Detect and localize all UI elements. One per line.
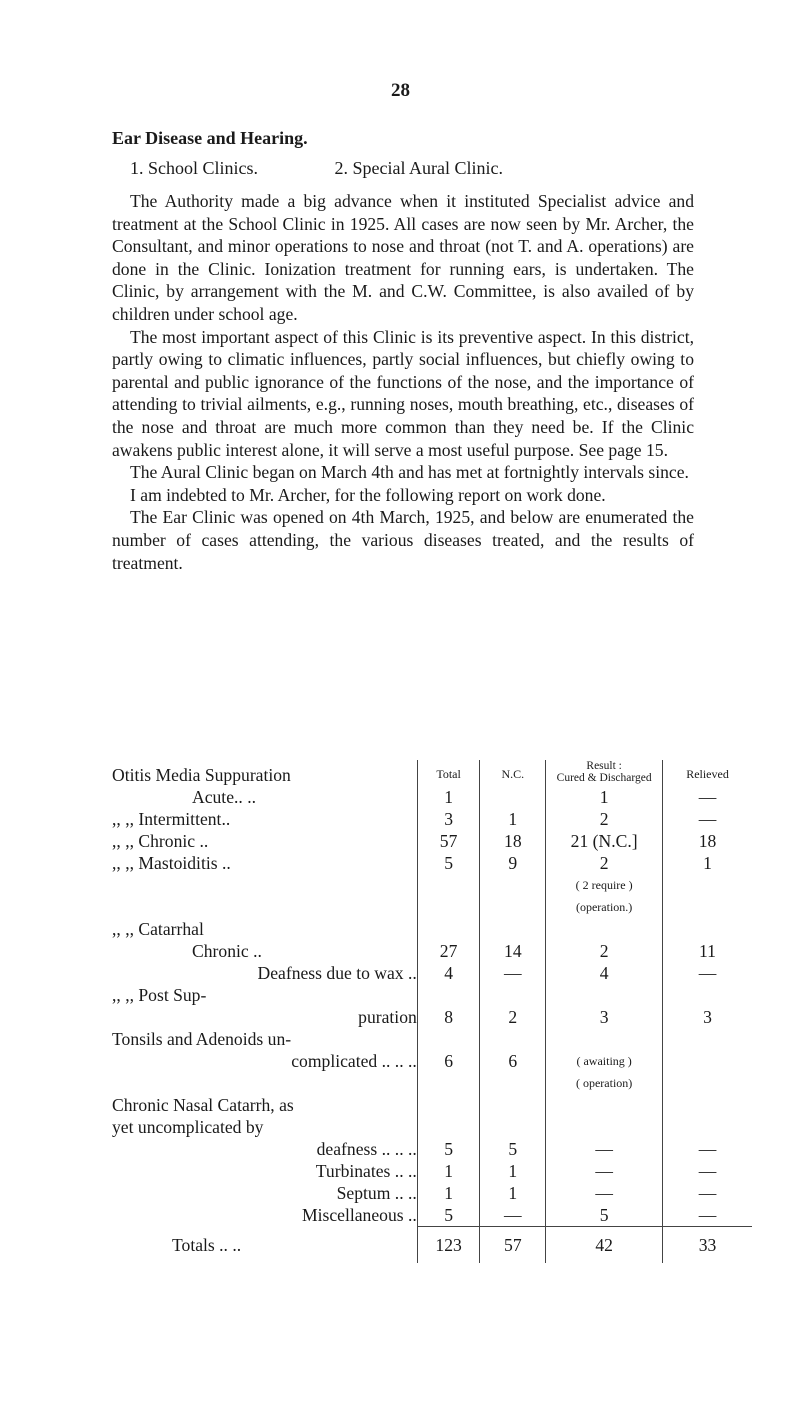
cell-nc: 1 xyxy=(480,808,546,830)
cell-nc xyxy=(480,918,546,940)
table-row xyxy=(112,1006,752,1028)
cell-label: Deafness due to wax .. xyxy=(257,963,417,983)
cell-nc: 1 xyxy=(480,1182,546,1204)
table-row xyxy=(112,1050,752,1072)
cell-relieved: 3 xyxy=(663,1006,752,1028)
table-row xyxy=(112,786,752,808)
cell-nc: — xyxy=(480,962,546,984)
header-result-line1: Result : xyxy=(586,760,622,772)
cell-relieved xyxy=(663,896,752,918)
cell-cured: 21 (N.C.] xyxy=(546,830,663,852)
cell-nc: 2 xyxy=(480,1006,546,1028)
cell-cured: — xyxy=(546,1182,663,1204)
cell-nc: 18 xyxy=(480,830,546,852)
cell-label: complicated .. .. .. xyxy=(291,1051,417,1071)
totals-nc: 57 xyxy=(480,1227,546,1264)
cell-cured: 1 xyxy=(546,786,663,808)
cell-nc xyxy=(480,1072,546,1094)
cell-label: Tonsils and Adenoids un- xyxy=(112,1029,292,1049)
section-subitems xyxy=(130,158,650,179)
totals-relieved: 33 xyxy=(663,1227,752,1264)
cell-label xyxy=(112,874,417,896)
cell-relieved xyxy=(663,1050,752,1072)
cell-label: deafness .. .. .. xyxy=(316,1139,417,1159)
table-row xyxy=(112,918,752,940)
cell-total: 5 xyxy=(417,1204,480,1227)
paragraph: The most important aspect of this Clinic is its preventive aspect. In this district, partly owing to climatic influences, partly social influences, but chiefly owing to parental and public ignorance of the functions of the nose, and the importance of attending to trivial ailments, e.g., running noses, mouth breathing, etc., diseases of the nose and throat are much more common than they need be. If the Clinic awakens public interest alone, it will serve a most useful purpose. See page 15. xyxy=(112,326,694,460)
subitem-school-clinics: 1. School Clinics. xyxy=(130,158,259,178)
cell-relieved xyxy=(663,1072,752,1094)
cell-total xyxy=(417,1116,480,1138)
table-header-row xyxy=(112,760,752,786)
table-row xyxy=(112,1116,752,1138)
header-nc: N.C. xyxy=(480,760,546,786)
table-row xyxy=(112,1138,752,1160)
cell-label: Chronic .. xyxy=(192,941,262,961)
cell-total: 8 xyxy=(417,1006,480,1028)
header-label: Otitis Media Suppuration xyxy=(112,765,291,785)
table-row xyxy=(112,830,752,852)
cell-label xyxy=(112,896,417,918)
table-row xyxy=(112,1160,752,1182)
cell-cured: — xyxy=(546,1160,663,1182)
cell-total: 5 xyxy=(417,1138,480,1160)
table-row xyxy=(112,874,752,896)
cell-relieved: — xyxy=(663,962,752,984)
cell-cured: ( operation) xyxy=(546,1072,663,1094)
cell-nc: 1 xyxy=(480,1160,546,1182)
cell-label: ,, ,, Chronic .. xyxy=(112,831,209,851)
subitem-aural-clinic: 2. Special Aural Clinic. xyxy=(334,158,503,178)
totals-cured: 42 xyxy=(546,1227,663,1264)
cell-total xyxy=(417,984,480,1006)
cell-relieved: 11 xyxy=(663,940,752,962)
paragraph: The Aural Clinic began on March 4th and has met at fortnightly intervals since. xyxy=(130,462,689,483)
cell-label: ,, ,, Post Sup- xyxy=(112,985,207,1005)
cell-total xyxy=(417,918,480,940)
cell-total: 3 xyxy=(417,808,480,830)
cell-relieved: — xyxy=(663,1182,752,1204)
cell-nc xyxy=(480,1028,546,1050)
cell-label: puration xyxy=(358,1007,417,1027)
cell-nc xyxy=(480,874,546,896)
cell-total xyxy=(417,1094,480,1116)
cell-total: 6 xyxy=(417,1050,480,1072)
cell-total xyxy=(417,874,480,896)
cell-total xyxy=(417,1028,480,1050)
cell-total: 1 xyxy=(417,1160,480,1182)
paragraph: The Ear Clinic was opened on 4th March, 1925, and below are enumerated the number of cases attending, the various diseases treated, and the results of treatment. xyxy=(112,507,694,573)
cell-label: Turbinates .. .. xyxy=(315,1161,417,1181)
table-row xyxy=(112,984,752,1006)
cell-relieved: — xyxy=(663,1204,752,1227)
cell-label: Miscellaneous .. xyxy=(301,1205,417,1225)
table-row xyxy=(112,1182,752,1204)
cell-cured: 5 xyxy=(546,1204,663,1227)
table-row xyxy=(112,1072,752,1094)
table-row xyxy=(112,1204,752,1227)
cell-nc xyxy=(480,896,546,918)
cell-label: yet uncomplicated by xyxy=(112,1117,264,1137)
cell-cured xyxy=(546,918,663,940)
table-row xyxy=(112,808,752,830)
table-row xyxy=(112,940,752,962)
cell-relieved: — xyxy=(663,1138,752,1160)
totals-total: 123 xyxy=(417,1227,480,1264)
header-total: Total xyxy=(417,760,480,786)
cell-cured: 4 xyxy=(546,962,663,984)
cell-cured: (operation.) xyxy=(546,896,663,918)
cell-nc xyxy=(480,1094,546,1116)
cell-cured: ( 2 require ) xyxy=(546,874,663,896)
cell-relieved: 18 xyxy=(663,830,752,852)
header-result xyxy=(546,760,663,786)
cell-total: 4 xyxy=(417,962,480,984)
cell-label: Septum .. .. xyxy=(336,1183,417,1203)
cell-cured: 2 xyxy=(546,808,663,830)
cell-relieved: — xyxy=(663,808,752,830)
cell-nc: 6 xyxy=(480,1050,546,1072)
cell-relieved: — xyxy=(663,1160,752,1182)
cell-cured xyxy=(546,1116,663,1138)
cell-nc: 9 xyxy=(480,852,546,874)
section-heading: Ear Disease and Hearing. xyxy=(112,128,308,148)
cell-nc: — xyxy=(480,1204,546,1227)
cell-total xyxy=(417,896,480,918)
cell-label: Acute.. .. xyxy=(192,787,257,807)
cell-nc: 5 xyxy=(480,1138,546,1160)
cell-total: 1 xyxy=(417,1182,480,1204)
cell-cured: 3 xyxy=(546,1006,663,1028)
cell-relieved xyxy=(663,984,752,1006)
cell-relieved xyxy=(663,874,752,896)
cell-total xyxy=(417,1072,480,1094)
cell-relieved xyxy=(663,1094,752,1116)
table-totals-row xyxy=(112,1227,752,1264)
cell-nc: 14 xyxy=(480,940,546,962)
cell-relieved: — xyxy=(663,786,752,808)
cell-cured xyxy=(546,984,663,1006)
table-row xyxy=(112,1028,752,1050)
page-number: 28 xyxy=(391,80,410,101)
cell-total: 57 xyxy=(417,830,480,852)
table-row xyxy=(112,962,752,984)
totals-label: Totals .. .. xyxy=(172,1234,242,1255)
table-row xyxy=(112,852,752,874)
cell-label: ,, ,, Mastoiditis .. xyxy=(112,853,231,873)
cell-cured: 2 xyxy=(546,852,663,874)
cell-cured xyxy=(546,1028,663,1050)
cell-total: 1 xyxy=(417,786,480,808)
cell-total: 27 xyxy=(417,940,480,962)
paragraph: I am indebted to Mr. Archer, for the following report on work done. xyxy=(130,484,606,505)
cell-cured: ( awaiting ) xyxy=(546,1050,663,1072)
cell-cured xyxy=(546,1094,663,1116)
paragraph: The Authority made a big advance when it instituted Specialist advice and treatment at the School Clinic in 1925. All cases are now seen by Mr. Archer, the Consultant, and minor operations to nose and throat (not T. and A. operations) are done in the Clinic. Ionization treatment for running ears, is undertaken. The Clinic, by arrangement with the M. and C.W. Committee, is also availed of by children under school age. xyxy=(112,191,694,324)
cell-relieved: 1 xyxy=(663,852,752,874)
cell-relieved xyxy=(663,918,752,940)
cell-cured: 2 xyxy=(546,940,663,962)
table-row xyxy=(112,1094,752,1116)
cell-label: ,, ,, Catarrhal xyxy=(112,919,204,939)
body-text xyxy=(112,190,694,574)
cell-total: 5 xyxy=(417,852,480,874)
table-row xyxy=(112,896,752,918)
header-result-line2: Cured & Discharged xyxy=(556,772,652,784)
ear-clinic-results-table xyxy=(112,760,752,1263)
cell-cured: — xyxy=(546,1138,663,1160)
cell-relieved xyxy=(663,1116,752,1138)
cell-label: Chronic Nasal Catarrh, as xyxy=(112,1095,294,1115)
cell-relieved xyxy=(663,1028,752,1050)
cell-nc xyxy=(480,1116,546,1138)
cell-nc xyxy=(480,984,546,1006)
header-relieved: Relieved xyxy=(663,760,752,786)
cell-nc xyxy=(480,786,546,808)
cell-label xyxy=(112,1072,417,1094)
cell-label: ,, ,, Intermittent.. xyxy=(112,809,231,829)
